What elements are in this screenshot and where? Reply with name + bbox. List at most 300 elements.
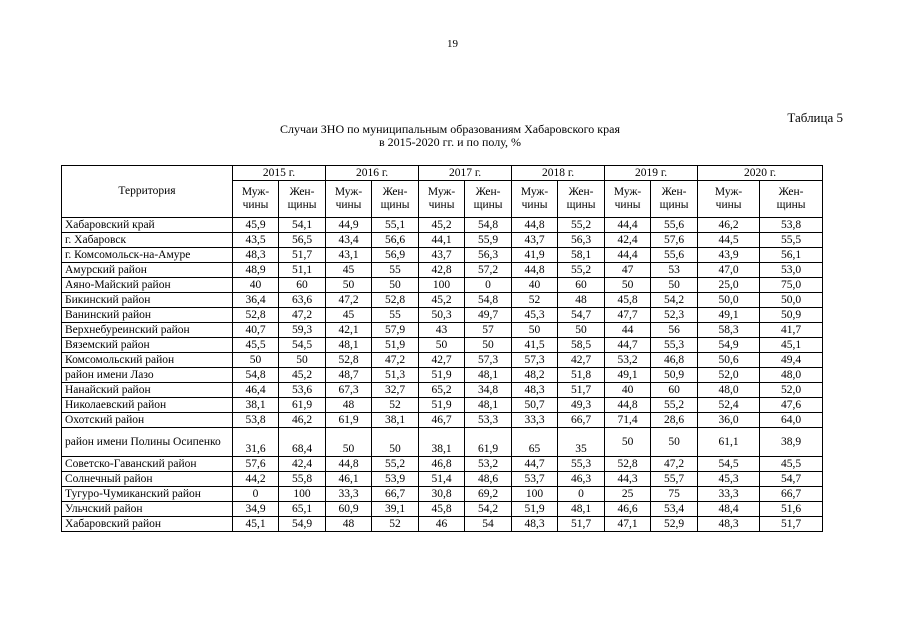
female-value: 41,7 — [760, 323, 823, 338]
caption-line-1: Случаи ЗНО по муниципальным образованиям Хабаровского края — [280, 122, 620, 136]
territory-name: г. Хабаровск — [62, 233, 233, 248]
female-value: 55,2 — [558, 263, 605, 278]
table-row — [62, 353, 823, 368]
male-value: 50 — [233, 353, 279, 368]
male-value: 57,3 — [512, 353, 558, 368]
caption-line-2: в 2015-2020 гг. и по полу, % — [378, 135, 522, 149]
female-value: 50 — [558, 323, 605, 338]
female-value: 54,5 — [279, 338, 326, 353]
female-value: 53,6 — [279, 383, 326, 398]
male-value: 43,4 — [326, 233, 372, 248]
male-value: 43,9 — [698, 248, 760, 263]
female-value: 55,7 — [651, 472, 698, 487]
male-value: 36,4 — [233, 293, 279, 308]
table-row — [62, 263, 823, 278]
female-value: 46,3 — [558, 472, 605, 487]
table-row — [62, 487, 823, 502]
female-value: 0 — [465, 278, 512, 293]
table-caption — [230, 123, 670, 149]
male-value: 46,7 — [419, 413, 465, 428]
male-value: 48 — [326, 398, 372, 413]
female-value: 69,2 — [465, 487, 512, 502]
male-value: 34,9 — [233, 502, 279, 517]
territory-name: Ульчский район — [62, 502, 233, 517]
table-row — [62, 472, 823, 487]
female-value: 56,6 — [372, 233, 419, 248]
female-value: 55,2 — [372, 457, 419, 472]
male-value: 48,7 — [326, 368, 372, 383]
male-value: 47,7 — [605, 308, 651, 323]
male-value: 41,9 — [512, 248, 558, 263]
female-value: 47,2 — [651, 457, 698, 472]
male-label-part: Муж- — [520, 186, 549, 198]
female-value: 58,5 — [558, 338, 605, 353]
male-value: 51,9 — [419, 368, 465, 383]
female-value: 56,3 — [558, 233, 605, 248]
male-value: 45,2 — [419, 218, 465, 233]
male-value: 45,8 — [605, 293, 651, 308]
male-value: 50 — [512, 323, 558, 338]
male-label-part: чины — [242, 199, 269, 211]
male-value: 42,7 — [419, 353, 465, 368]
male-label-part: чины — [335, 199, 362, 211]
female-value: 55,2 — [558, 218, 605, 233]
female-value: 57,6 — [651, 233, 698, 248]
male-value: 50,3 — [419, 308, 465, 323]
male-value: 33,3 — [512, 413, 558, 428]
header-year: 2015 г. — [233, 166, 326, 181]
female-label-part: Жен- — [382, 186, 408, 198]
male-value: 51,9 — [419, 398, 465, 413]
male-value: 54,5 — [698, 457, 760, 472]
female-value: 48,1 — [465, 398, 512, 413]
male-value: 48,0 — [698, 383, 760, 398]
female-label-part: щины — [287, 199, 317, 211]
male-value: 48,3 — [698, 517, 760, 532]
table-row — [62, 323, 823, 338]
female-value: 49,3 — [558, 398, 605, 413]
territory-name: Солнечный район — [62, 472, 233, 487]
male-value: 50,7 — [512, 398, 558, 413]
male-value: 43,1 — [326, 248, 372, 263]
female-value: 50,9 — [651, 368, 698, 383]
table-row — [62, 502, 823, 517]
male-value: 36,0 — [698, 413, 760, 428]
male-value: 44,8 — [605, 398, 651, 413]
territory-name: Хабаровский район — [62, 517, 233, 532]
male-value: 67,3 — [326, 383, 372, 398]
female-value: 55,6 — [651, 248, 698, 263]
male-value: 52,8 — [605, 457, 651, 472]
table-row — [62, 248, 823, 263]
male-value: 50,0 — [698, 293, 760, 308]
male-value: 100 — [512, 487, 558, 502]
female-value: 51,3 — [372, 368, 419, 383]
female-value: 52 — [372, 517, 419, 532]
male-value: 44,7 — [605, 338, 651, 353]
territory-name: Советско-Гаванский район — [62, 457, 233, 472]
male-value: 44,5 — [698, 233, 760, 248]
male-value: 52,4 — [698, 398, 760, 413]
table-row — [62, 398, 823, 413]
male-value: 45,1 — [233, 517, 279, 532]
header-territory: Территория — [62, 166, 233, 218]
male-value: 50 — [605, 278, 651, 293]
female-label-part: щины — [776, 199, 806, 211]
male-value: 47 — [605, 263, 651, 278]
female-value: 58,1 — [558, 248, 605, 263]
female-value: 51,9 — [372, 338, 419, 353]
female-value: 75 — [651, 487, 698, 502]
male-value: 44,8 — [326, 457, 372, 472]
male-value: 42,4 — [605, 233, 651, 248]
female-value: 52,8 — [372, 293, 419, 308]
female-value: 54,8 — [465, 218, 512, 233]
female-value: 34,8 — [465, 383, 512, 398]
male-value: 0 — [233, 487, 279, 502]
female-value: 57,2 — [465, 263, 512, 278]
male-value: 53,8 — [233, 413, 279, 428]
male-value: 43,7 — [512, 233, 558, 248]
male-value: 49,1 — [605, 368, 651, 383]
female-value: 0 — [558, 487, 605, 502]
female-value: 52,3 — [651, 308, 698, 323]
male-value: 50 — [419, 338, 465, 353]
female-value: 54,2 — [651, 293, 698, 308]
female-value: 56,5 — [279, 233, 326, 248]
male-value: 44,8 — [512, 263, 558, 278]
female-value: 66,7 — [558, 413, 605, 428]
territory-name: Амурский район — [62, 263, 233, 278]
male-value: 47,1 — [605, 517, 651, 532]
header-female — [279, 181, 326, 218]
male-value: 46,6 — [605, 502, 651, 517]
female-value: 61,9 — [465, 428, 512, 457]
female-value: 53,9 — [372, 472, 419, 487]
female-label-part: щины — [380, 199, 410, 211]
male-value: 44,4 — [605, 248, 651, 263]
female-value: 55,9 — [465, 233, 512, 248]
header-female — [651, 181, 698, 218]
male-value: 45,3 — [512, 308, 558, 323]
table-row — [62, 338, 823, 353]
female-label-part: щины — [566, 199, 596, 211]
female-value: 45,5 — [760, 457, 823, 472]
female-value: 54,2 — [465, 502, 512, 517]
male-value: 42,8 — [419, 263, 465, 278]
male-value: 52,8 — [326, 353, 372, 368]
male-value: 65,2 — [419, 383, 465, 398]
female-value: 53 — [651, 263, 698, 278]
male-value: 40 — [512, 278, 558, 293]
header-year: 2019 г. — [605, 166, 698, 181]
female-value: 54,1 — [279, 218, 326, 233]
territory-name: Бикинский район — [62, 293, 233, 308]
header-male — [419, 181, 465, 218]
male-value: 46,4 — [233, 383, 279, 398]
male-value: 25 — [605, 487, 651, 502]
male-label-part: Муж- — [427, 186, 456, 198]
page-number: 19 — [447, 38, 458, 50]
female-value: 100 — [279, 487, 326, 502]
female-value: 54,7 — [760, 472, 823, 487]
table-row — [62, 218, 823, 233]
male-value: 49,1 — [698, 308, 760, 323]
female-value: 57,3 — [465, 353, 512, 368]
female-value: 49,4 — [760, 353, 823, 368]
header-year: 2018 г. — [512, 166, 605, 181]
male-value: 45,9 — [233, 218, 279, 233]
table-row — [62, 293, 823, 308]
table-label: Таблица 5 — [787, 110, 843, 125]
male-value: 44,3 — [605, 472, 651, 487]
male-label-part: чины — [614, 199, 641, 211]
territory-name: район имени Лазо — [62, 368, 233, 383]
female-value: 55,3 — [651, 338, 698, 353]
female-value: 50 — [465, 338, 512, 353]
male-value: 44,9 — [326, 218, 372, 233]
female-value: 55,8 — [279, 472, 326, 487]
female-value: 46,2 — [279, 413, 326, 428]
female-value: 50 — [651, 278, 698, 293]
female-value: 50,0 — [760, 293, 823, 308]
table-row — [62, 413, 823, 428]
header-female — [558, 181, 605, 218]
male-value: 50,6 — [698, 353, 760, 368]
male-value: 48,2 — [512, 368, 558, 383]
territory-name: район имени Полины Осипенко — [62, 428, 233, 457]
header-male — [326, 181, 372, 218]
territory-name: Хабаровский край — [62, 218, 233, 233]
header-male — [605, 181, 651, 218]
female-value: 53,0 — [760, 263, 823, 278]
male-value: 48,9 — [233, 263, 279, 278]
male-value: 33,3 — [698, 487, 760, 502]
male-value: 33,3 — [326, 487, 372, 502]
female-value: 51,7 — [760, 517, 823, 532]
table-row — [62, 278, 823, 293]
male-value: 48,1 — [326, 338, 372, 353]
female-value: 56,1 — [760, 248, 823, 263]
female-value: 56,9 — [372, 248, 419, 263]
female-value: 53,4 — [651, 502, 698, 517]
female-value: 39,1 — [372, 502, 419, 517]
female-label-part: щины — [659, 199, 689, 211]
territory-name: г. Комсомольск-на-Амуре — [62, 248, 233, 263]
header-female — [372, 181, 419, 218]
male-value: 44 — [605, 323, 651, 338]
header-male — [512, 181, 558, 218]
header-male — [233, 181, 279, 218]
female-value: 45,2 — [279, 368, 326, 383]
male-value: 38,1 — [419, 428, 465, 457]
female-label-part: щины — [473, 199, 503, 211]
table-row — [62, 517, 823, 532]
female-value: 57,9 — [372, 323, 419, 338]
male-value: 57,6 — [233, 457, 279, 472]
male-value: 50 — [326, 278, 372, 293]
male-value: 71,4 — [605, 413, 651, 428]
header-year: 2016 г. — [326, 166, 419, 181]
female-value: 51,7 — [279, 248, 326, 263]
male-value: 54,8 — [233, 368, 279, 383]
female-value: 53,8 — [760, 218, 823, 233]
female-value: 54,7 — [558, 308, 605, 323]
female-value: 47,2 — [372, 353, 419, 368]
female-value: 48,6 — [465, 472, 512, 487]
male-value: 43 — [419, 323, 465, 338]
male-label-part: чины — [428, 199, 455, 211]
female-value: 55,5 — [760, 233, 823, 248]
male-label-part: Муж- — [334, 186, 363, 198]
territory-name: Вяземский район — [62, 338, 233, 353]
female-value: 45,1 — [760, 338, 823, 353]
male-value: 61,1 — [698, 428, 760, 457]
female-value: 50 — [651, 428, 698, 457]
female-value: 42,7 — [558, 353, 605, 368]
female-value: 42,4 — [279, 457, 326, 472]
female-value: 51,1 — [279, 263, 326, 278]
female-value: 60 — [558, 278, 605, 293]
female-value: 68,4 — [279, 428, 326, 457]
header-row-years — [62, 166, 823, 181]
female-value: 66,7 — [372, 487, 419, 502]
header-female — [760, 181, 823, 218]
female-value: 46,8 — [651, 353, 698, 368]
female-value: 55,3 — [558, 457, 605, 472]
female-value: 54,9 — [279, 517, 326, 532]
male-value: 30,8 — [419, 487, 465, 502]
male-value: 60,9 — [326, 502, 372, 517]
male-value: 53,7 — [512, 472, 558, 487]
male-value: 48,3 — [512, 517, 558, 532]
male-value: 53,2 — [605, 353, 651, 368]
female-value: 50 — [279, 353, 326, 368]
header-male — [698, 181, 760, 218]
female-value: 50 — [372, 278, 419, 293]
male-value: 44,4 — [605, 218, 651, 233]
female-value: 52 — [372, 398, 419, 413]
female-value: 52,9 — [651, 517, 698, 532]
table-row — [62, 308, 823, 323]
male-value: 44,8 — [512, 218, 558, 233]
male-label-part: Муж- — [613, 186, 642, 198]
male-value: 45,8 — [419, 502, 465, 517]
female-value: 38,9 — [760, 428, 823, 457]
male-value: 65 — [512, 428, 558, 457]
female-value: 55,6 — [651, 218, 698, 233]
female-value: 59,3 — [279, 323, 326, 338]
female-label-part: Жен- — [568, 186, 594, 198]
male-value: 48 — [326, 517, 372, 532]
male-value: 47,2 — [326, 293, 372, 308]
female-value: 35 — [558, 428, 605, 457]
territory-name: Комсомольский район — [62, 353, 233, 368]
male-value: 45 — [326, 308, 372, 323]
female-value: 56,3 — [465, 248, 512, 263]
male-value: 43,7 — [419, 248, 465, 263]
male-value: 61,9 — [326, 413, 372, 428]
male-value: 42,1 — [326, 323, 372, 338]
female-value: 55,1 — [372, 218, 419, 233]
table-row — [62, 428, 823, 457]
male-value: 25,0 — [698, 278, 760, 293]
male-value: 51,4 — [419, 472, 465, 487]
female-value: 48,0 — [760, 368, 823, 383]
male-value: 40 — [233, 278, 279, 293]
male-value: 44,2 — [233, 472, 279, 487]
female-value: 75,0 — [760, 278, 823, 293]
female-value: 51,7 — [558, 383, 605, 398]
female-value: 54 — [465, 517, 512, 532]
table-body — [62, 218, 823, 532]
male-value: 46,1 — [326, 472, 372, 487]
territory-name: Аяно-Майский район — [62, 278, 233, 293]
male-value: 43,5 — [233, 233, 279, 248]
male-value: 52 — [512, 293, 558, 308]
table-row — [62, 457, 823, 472]
table-row — [62, 233, 823, 248]
male-label-part: чины — [521, 199, 548, 211]
male-value: 46,2 — [698, 218, 760, 233]
territory-name: Николаевский район — [62, 398, 233, 413]
female-value: 60 — [279, 278, 326, 293]
male-value: 46 — [419, 517, 465, 532]
header-female — [465, 181, 512, 218]
female-value: 49,7 — [465, 308, 512, 323]
female-value: 65,1 — [279, 502, 326, 517]
female-value: 54,8 — [465, 293, 512, 308]
male-value: 45,3 — [698, 472, 760, 487]
territory-name: Нанайский район — [62, 383, 233, 398]
female-value: 50 — [372, 428, 419, 457]
zno-table — [61, 165, 823, 532]
female-label-part: Жен- — [661, 186, 687, 198]
female-value: 28,6 — [651, 413, 698, 428]
male-label-part: чины — [715, 199, 742, 211]
female-value: 47,6 — [760, 398, 823, 413]
male-value: 48,3 — [512, 383, 558, 398]
table-row — [62, 368, 823, 383]
male-value: 48,3 — [233, 248, 279, 263]
female-label-part: Жен- — [475, 186, 501, 198]
female-value: 66,7 — [760, 487, 823, 502]
female-value: 64,0 — [760, 413, 823, 428]
table-row — [62, 383, 823, 398]
male-value: 45 — [326, 263, 372, 278]
male-value: 48,4 — [698, 502, 760, 517]
male-value: 50 — [326, 428, 372, 457]
female-value: 53,2 — [465, 457, 512, 472]
female-value: 48,1 — [465, 368, 512, 383]
female-value: 55,2 — [651, 398, 698, 413]
male-value: 46,8 — [419, 457, 465, 472]
female-value: 38,1 — [372, 413, 419, 428]
female-value: 61,9 — [279, 398, 326, 413]
female-value: 55 — [372, 263, 419, 278]
female-value: 57 — [465, 323, 512, 338]
female-value: 63,6 — [279, 293, 326, 308]
female-value: 51,7 — [558, 517, 605, 532]
male-value: 52,0 — [698, 368, 760, 383]
male-label-part: Муж- — [241, 186, 270, 198]
female-value: 52,0 — [760, 383, 823, 398]
female-value: 50,9 — [760, 308, 823, 323]
male-value: 44,7 — [512, 457, 558, 472]
male-value: 45,2 — [419, 293, 465, 308]
female-value: 56 — [651, 323, 698, 338]
territory-name: Верхнебуреинский район — [62, 323, 233, 338]
